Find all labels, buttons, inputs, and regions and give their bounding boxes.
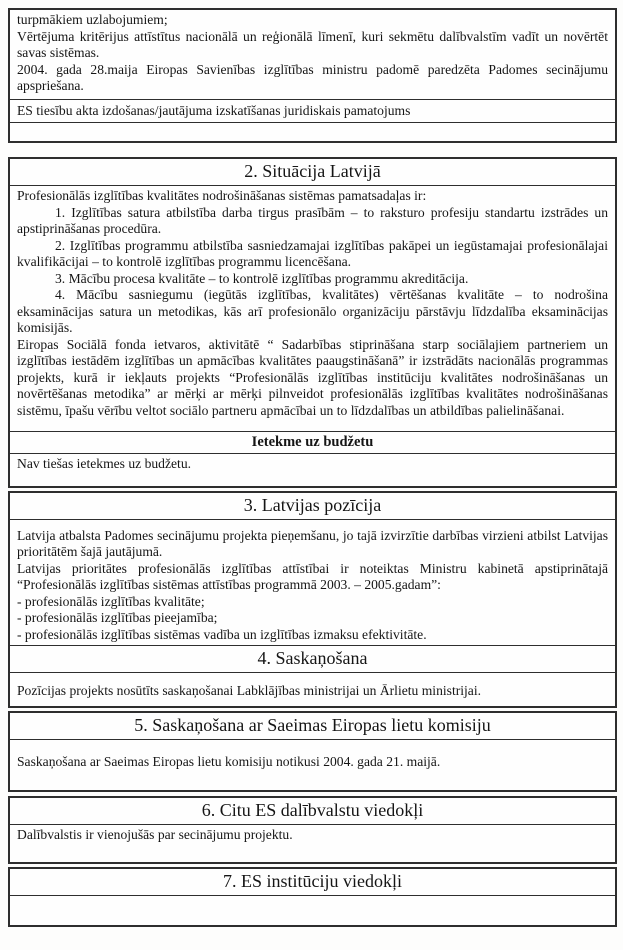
section2-intro: Profesionālās izglītības kvalitātes nodrošināšanas sistēmas pamatsadaļas ir: xyxy=(17,188,427,203)
section2-item-1: 1. Izglītības satura atbilstība darba tirgus prasībām – to raksturo profesiju standartu izstrādes un apstiprināšanas procedūra. xyxy=(17,204,608,236)
empty-row xyxy=(10,895,615,925)
saeima-coordination-table xyxy=(8,711,617,793)
section5-body: Saskaņošana ar Saeimas Eiropas lietu komisiju notikusi 2004. gada 21. maijā. xyxy=(10,739,615,791)
member-states-table xyxy=(8,796,617,864)
section2-item-2: 2. Izglītības programmu atbilstība sasniedzamajai izglītības pakāpei un iegūstamajai profesionālajai kvalifikācijai – to kontrolē izglītības programmu licencēšana. xyxy=(17,237,608,269)
section3-title: 3. Latvijas pozīcija xyxy=(243,494,382,515)
empty-row xyxy=(10,122,615,141)
section3-list-item-3: - profesionālās izglītības sistēmas vadība un izglītības izmaksu efektivitāte. xyxy=(17,626,427,642)
legal-basis-row: ES tiesību akta izdošanas/jautājuma izskatīšanas juridiskais pamatojums xyxy=(10,99,615,123)
top-paragraph-cell xyxy=(10,10,615,99)
budget-body: Nav tiešas ietekmes uz budžetu. xyxy=(10,453,615,486)
section7-title: 7. ES institūciju viedokļi xyxy=(223,870,402,891)
section3-content xyxy=(10,519,615,646)
section3-paragraph-priorities: Latvijas prioritātes profesionālās izglītības attīstībai ir noteiktas Ministru kabinetā apstiprinātajā “Profesionālās izglītības sistēmas attīstības programmā 2003. – 2005.gadam”: xyxy=(17,560,608,592)
paragraph-improvements: turpmākiem uzlabojumiem; xyxy=(17,12,168,27)
section2-content xyxy=(10,185,615,431)
budget-title: Ietekme uz budžetu xyxy=(10,431,615,453)
section5-title: 5. Saskaņošana ar Saeimas Eiropas lietu komisiju xyxy=(134,714,491,735)
section4-title: 4. Saskaņošana xyxy=(10,645,615,672)
paragraph-criteria: Vērtējuma kritērijus attīstītus nacionālā un reģionālā līmenī, kuri sekmētu dalībvalstīm vadīt un novērtēt savas sistēmas. xyxy=(17,28,608,60)
position-table xyxy=(8,491,617,708)
top-metadata-table xyxy=(8,8,617,143)
section2-item-4: 4. Mācību sasniegumu (iegūtās izglītības, kvalitātes) vērtēšanas kvalitāte – to nodrošina eksaminācijas satura un metodikas, kās arī profesionālo organizāciju pārstāvju līdzdalība eksaminācijas komisijās. xyxy=(17,287,608,335)
section3-list-item-2: - profesionālās izglītības pieejamība; xyxy=(17,610,218,625)
section3-list-item-1: - profesionālās izglītības kvalitāte; xyxy=(17,593,205,609)
section3-paragraph-support: Latvija atbalsta Padomes secinājumu projekta pieņemšanu, jo tajā izvirzītie darbības virzieni atbilst Latvijas prioritātēm šajā jautājumā. xyxy=(17,527,608,559)
paragraph-council-date: 2004. gada 28.maija Eiropas Savienības izglītības ministru padomē paredzēta Padomes secinājumu apspriešana. xyxy=(17,61,608,93)
section4-body: Pozīcijas projekts nosūtīts saskaņošanai Labklājības ministrijai un Ārlietu ministrijai. xyxy=(10,672,615,706)
situation-budget-table xyxy=(8,157,617,488)
eu-institutions-table xyxy=(8,867,617,927)
table-gap xyxy=(8,143,617,157)
section2-esf-paragraph: Eiropas Sociālā fonda ietvaros, aktivitātē “ Sadarbības stiprināšana starp sociālajiem partneriem un izglītības iestādēm izglītības un apmācības kvalitātes paaugstināšanā” ir izstrādāts nacionālās programmas projekts, kurā ir iekļauts projekts “Profesionālās izglītības institūciju kvalitātes nodrošināšanas un novērtēšanas metodika” ar mērķi ar mērķi pilnveidot profesionālās izglītības kvalitātes nodrošināšanas sistēmu, īpašu vērību veltot sociālo partneru apmācībai un to līdzdalības un atbildības palielināšanai. xyxy=(17,336,608,418)
section2-title: 2. Situācija Latvijā xyxy=(244,161,381,181)
section6-title: 6. Citu ES dalībvalstu viedokļi xyxy=(201,800,424,820)
section6-body: Dalībvalstis ir vienojušās par secinājumu projektu. xyxy=(10,824,615,862)
section2-item-3: 3. Mācību procesa kvalitāte – to kontrolē izglītības programmu akreditācija. xyxy=(55,270,469,286)
